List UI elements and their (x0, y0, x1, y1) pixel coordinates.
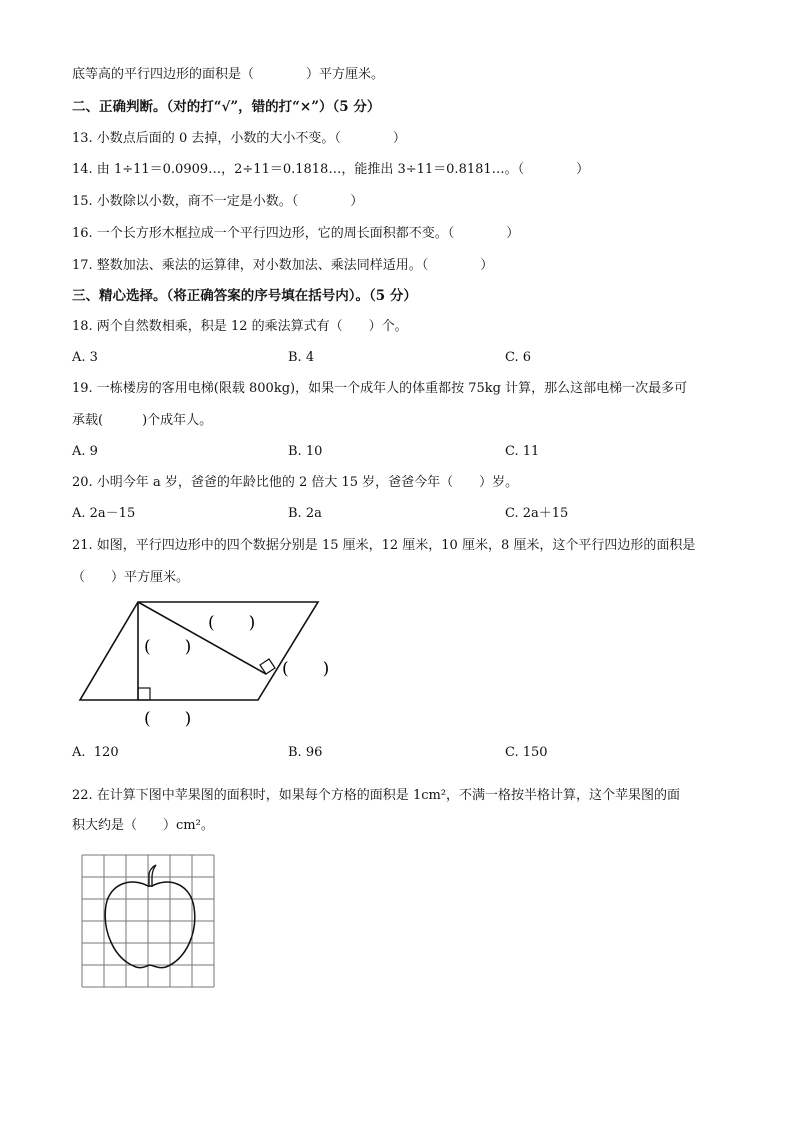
q20-option-b: B. 2a (288, 506, 322, 521)
apple-outline (105, 882, 195, 968)
q18-option-c: C. 6 (505, 350, 532, 365)
question-21-line2: （ ）平方厘米。 (72, 570, 190, 585)
section-2-heading: 二、正确判断。（对的打“√”，错的打“×”）（5 分） (72, 99, 381, 115)
q21-option-a: A. 120 (72, 745, 119, 760)
question-19-line2: 承载( )个成年人。 (72, 413, 213, 428)
q19-option-b: B. 10 (288, 444, 323, 459)
question-14: 14. 由 1÷11＝0.0909…，2÷11＝0.1818…，能推出 3÷11＝0.8181…。（ ） (72, 162, 590, 177)
blank-left: ( ) (144, 637, 192, 657)
question-18: 18. 两个自然数相乘，积是 12 的乘法算式有（ ）个。 (72, 319, 408, 334)
blank-right: ( ) (282, 659, 330, 679)
q21-option-b: B. 96 (288, 745, 323, 760)
question-17: 17. 整数加法、乘法的运算律，对小数加法、乘法同样适用。（ ） (72, 258, 494, 273)
q18-option-b: B. 4 (288, 350, 315, 365)
section-3-heading: 三、精心选择。（将正确答案的序号填在括号内）。（5 分） (72, 288, 417, 304)
q19-option-c: C. 11 (505, 444, 540, 459)
q20-option-c: C. 2a＋15 (505, 506, 569, 521)
q18-option-a: A. 3 (72, 350, 98, 365)
apple-grid-figure (80, 853, 220, 997)
question-20: 20. 小明今年 a 岁，爸爸的年龄比他的 2 倍大 15 岁，爸爸今年（ ）岁。 (72, 475, 519, 490)
question-13: 13. 小数点后面的 0 去掉，小数的大小不变。（ ） (72, 131, 406, 146)
q19-option-a: A. 9 (72, 444, 98, 459)
q20-option-a: A. 2a－15 (72, 506, 136, 521)
question-16: 16. 一个长方形木框拉成一个平行四边形，它的周长面积都不变。（ ） (72, 226, 520, 241)
blank-top: ( ) (208, 613, 256, 633)
parallelogram-figure (78, 596, 338, 736)
q21-option-c: C. 150 (505, 745, 548, 760)
question-21-line1: 21. 如图，平行四边形中的四个数据分别是 15 厘米，12 厘米，10 厘米，8 厘米，这个平行四边形的面积是 (72, 538, 696, 553)
blank-bottom: ( ) (144, 709, 192, 729)
question-15: 15. 小数除以小数，商不一定是小数。（ ） (72, 194, 364, 209)
parallelogram-outline (80, 602, 318, 700)
question-22-line2: 积大约是（ ）cm²。 (72, 818, 214, 833)
right-angle-mark-bottom (138, 688, 150, 700)
question-22-line1: 22. 在计算下图中苹果图的面积时，如果每个方格的面积是 1cm²，不满一格按半格计算，这个苹果图的面 (72, 788, 681, 803)
question-19-line1: 19. 一栋楼房的客用电梯(限载 800kg)，如果一个成年人的体重都按 75kg 计算，那么这部电梯一次最多可 (72, 381, 688, 396)
line-prev-question: 底等高的平行四边形的面积是（ ）平方厘米。 (72, 67, 385, 82)
